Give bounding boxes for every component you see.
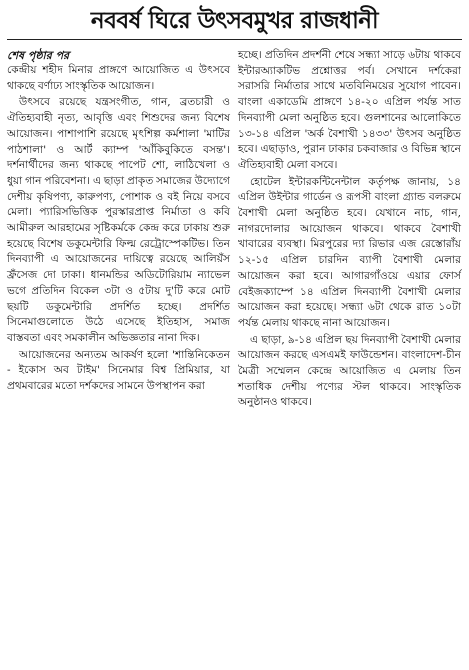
paragraph: আয়োজনের অন্যতম আকর্ষণ হলো 'শান্তিনিকেতন - ইকোস অব টাইম' সিনেমার বিশ্ব প্রিমিয়ার, যা প্রথমবারের মতো দর্শকদের সামনে উপস্থাপন করা [7,348,230,393]
continuation-byline: শেষ পৃষ্ঠার পর [7,49,70,62]
left-column [7,48,230,411]
paragraph: এ ছাড়া, ৯-১৪ এপ্রিল ছয় দিনব্যাপী বৈশাখী মেলার আয়োজন করছে এসএমই ফাউন্ডেশন। বাংলাদেশ-চীন মৈত্রী সম্মেলন কেন্দ্রে আয়োজিত এ মেলায় তিন শতাধিক দেশীয় পণ্যের স্টল থাকবে। সাংস্কৃতিক অনুষ্ঠানও থাকবে। [238,333,461,409]
paragraph: উৎসবে রয়েছে যন্ত্রসংগীত, গান, ব্রতচারী ও ঐতিহ্যবাহী নৃত্য, আবৃত্তি এবং শিশুদের জন্য বিশেষ আয়োজন। পাশাপাশি রয়েছে মৃৎশিল্প কর্মশালা 'মাটির পাঠশালা' ও আর্ট ক্যাম্প 'আঁকিবুকিতে বসন্ত'। দর্শনার্থীদের জন্য থাকছে পাপেট শো, লাঠিখেলা ও ধুয়া গান পরিবেশনা। এ ছাড়া প্রাকৃত সমাজের উদ্যোগে দেশীয় কৃষিপণ্য, কারুপণ্য, পোশাক ও বই নিয়ে বসবে মেলা। প্যারিসভিত্তিক পুরস্কারপ্রাপ্ত নির্মাতা ও কবি আমীরুল আরহামের সৃষ্টিকর্মকে কেন্দ্র করে ঢাকায় শুরু হয়েছে বিশেষ ডকুমেন্টারি ফিল্ম রেট্রোস্পেকটিভ। তিন দিনব্যাপী এ আয়োজনের দায়িত্বে রয়েছে আলিয়ঁস ফ্রঁসেজ দো ঢাকা। ধানমন্ডির অডিটোরিয়াম ন্যাভেল ভগে প্রতিদিন বিকেল ৩টা ও ৫টায় দু'টি করে মোট ছয়টি ডকুমেন্টারি প্রদর্শিত হচ্ছে। প্রদর্শিত সিনেমাগুলোতে উঠে এসেছে ইতিহাস, সমাজ বাস্তবতা এবং সমকালীন অভিজ্ঞতার নানা দিক। [7,96,230,344]
article-body [7,48,462,411]
paragraph: হোটেল ইন্টারকন্টিনেন্টাল কর্তৃপক্ষ জানায়, ১৪ এপ্রিল উইন্টার গার্ডেন ও রূপসী বাংলা গ্র্যান্ড বলরুমে বৈশাখী মেলা অনুষ্ঠিত হবে। যেখানে নাচ, গান, নাগরদোলার আয়োজন থাকবে। থাকবে বৈশাখী খাবারের ব্যবস্থা। মিরপুরের দ্যা রিভার এজ রেস্তোরাঁয় ১২-১৫ এপ্রিল চারদিন ব্যাপী বৈশাখী মেলার আয়োজন করা হবে। আগারগাঁওয়ে এয়ার ফোর্স বেইজক্যাম্পে ১৪ এপ্রিল দিনব্যাপী বৈশাখী মেলার আয়োজন করা হয়েছে। সন্ধ্যা ৬টা থেকে রাত ১০টা পর্যন্ত মেলায় থাকছে নানা আয়োজন। [238,175,461,329]
paragraph: কেন্দ্রীয় শহীদ মিনার প্রাঙ্গণে আয়োজিত এ উৎসবে থাকছে বর্ণাঢ্য সাংস্কৃতিক আয়োজন। [7,64,230,92]
paragraph: হচ্ছে। প্রতিদিন প্রদর্শনী শেষে সন্ধ্যা সাড়ে ৬টায় থাকবে ইন্টারঅ্যাকটিভ প্রশ্নোত্তর পর্ব। সেখানে দর্শকেরা সরাসরি নির্মাতার সাথে মতবিনিময়ের সুযোগ পাবেন। বাংলা একাডেমি প্রাঙ্গণে ১৪-২০ এপ্রিল পর্যন্ত সাত দিনব্যাপী মেলা অনুষ্ঠিত হবে। গুলশানের আলোকিতে ১৩-১৪ এপ্রিল 'অর্ক বৈশাখী ১৪৩৩' উৎসব অনুষ্ঠিত হবে। এছাড়াও, পুরান ঢাকার চকবাজার ও বিভিন্ন স্থানে ঐতিহ্যবাহী মেলা বসবে। [238,49,461,171]
right-column [238,48,461,411]
headline: নববর্ষ ঘিরে উৎসবমুখর রাজধানী [7,6,462,40]
